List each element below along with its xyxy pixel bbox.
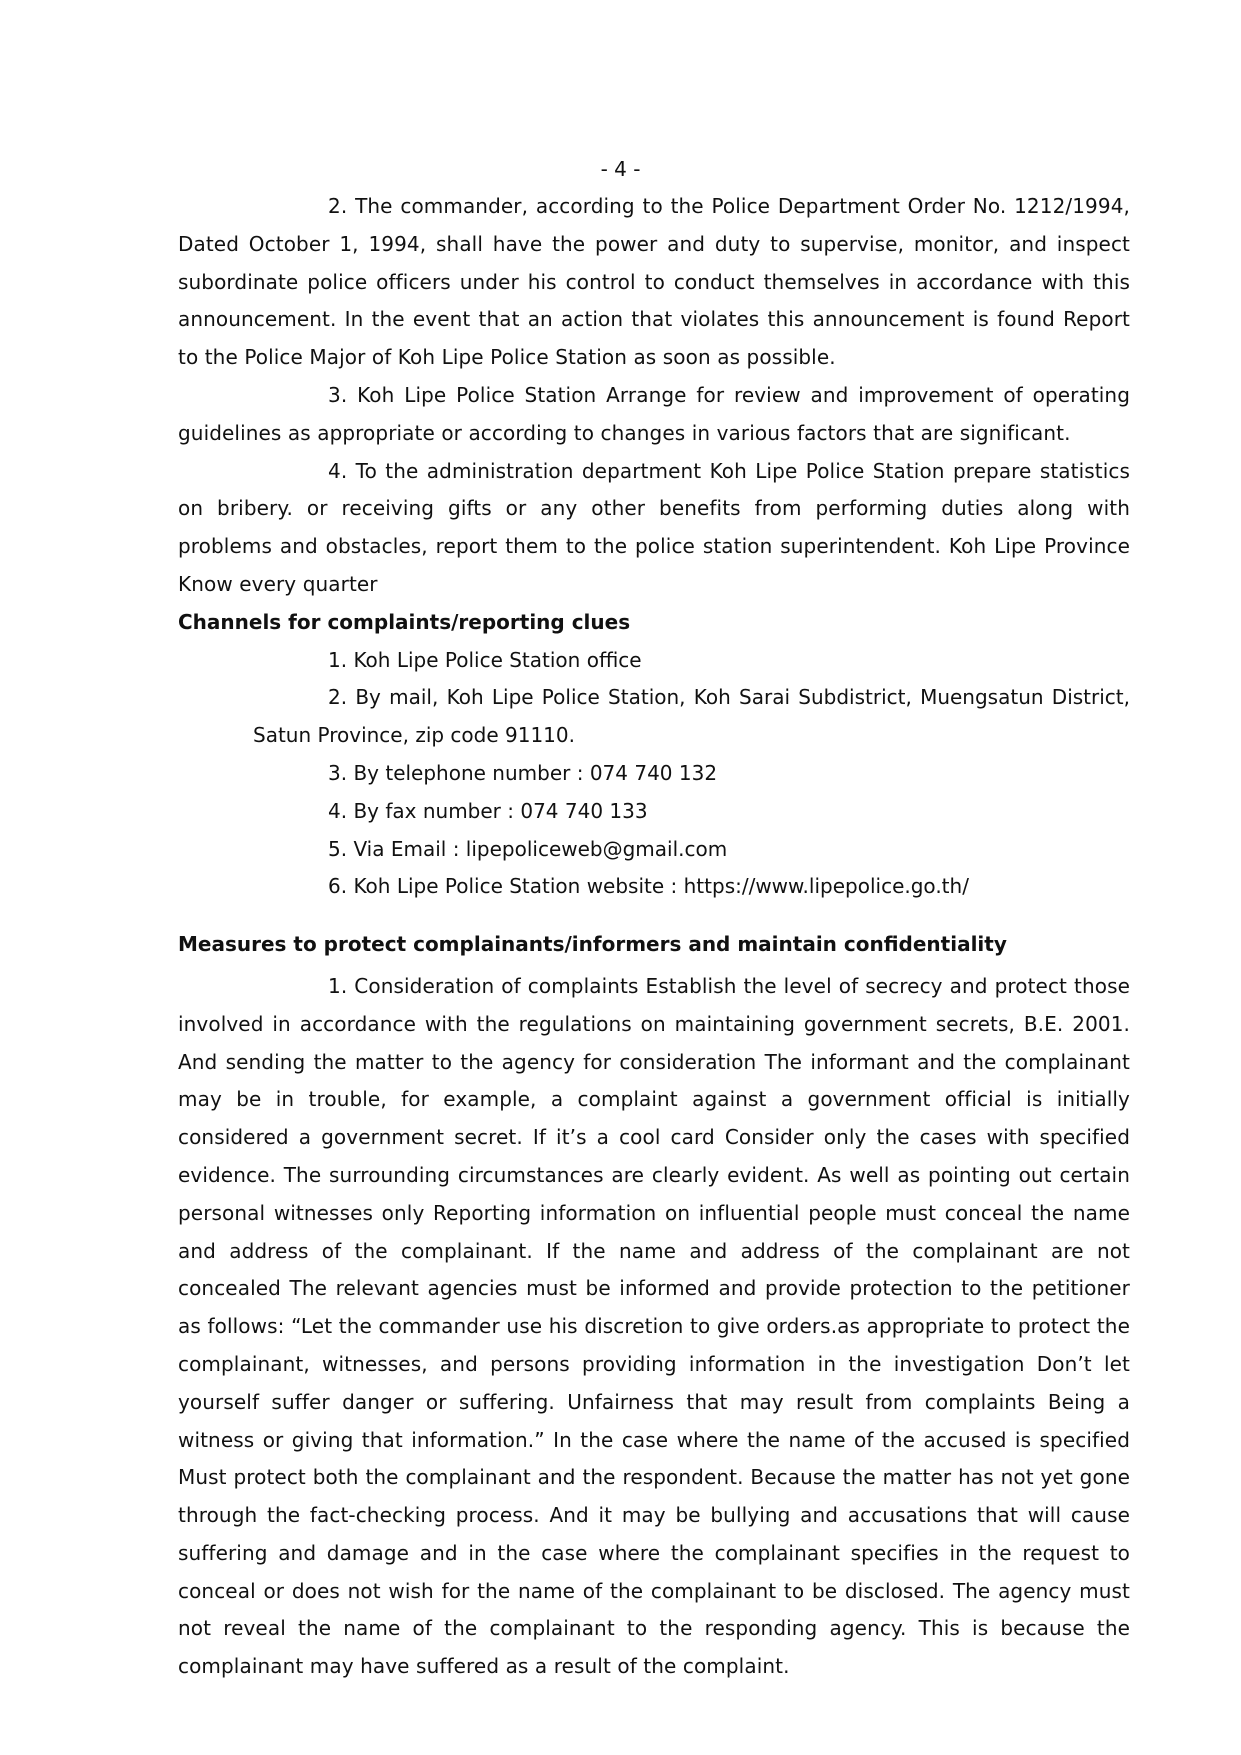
paragraph-review-guidelines: 3. Koh Lipe Police Station Arrange for review and improvement of operating guidelines as appropriate or according to changes in various factors that are significant.: [178, 382, 1130, 445]
channel-item-fax: 4. By fax number : 074 740 133: [328, 798, 648, 823]
channel-item-office: 1. Koh Lipe Police Station office: [328, 647, 642, 672]
channel-item-website: 6. Koh Lipe Police Station website : https://www.lipepolice.go.th/: [328, 874, 969, 899]
paragraph-commander-duty: 2. The commander, according to the Police Department Order No. 1212/1994, Dated October 1, 1994, shall have the power and duty to supervise, monitor, and inspect subordinate police officers under his control to conduct themselves in accordance with this announcement. In the event that an action that violates this announcement is found Report to the Police Major of Koh Lipe Police Station as soon as possible.: [178, 194, 1130, 370]
channel-item-telephone: 3. By telephone number : 074 740 132: [328, 760, 718, 785]
channel-item-mail: 2. By mail, Koh Lipe Police Station, Koh Sarai Subdistrict, Muengsatun District, Satun Province, zip code 91110.: [253, 685, 1130, 748]
paragraph-bribery-statistics: 4. To the administration department Koh Lipe Police Station prepare statistics on bribery. or receiving gifts or any other benefits from performing duties along with problems and obstacles, report them to the police station superintendent. Koh Lipe Province Know every quarter: [178, 458, 1130, 596]
page-number: - 4 -: [600, 157, 641, 181]
channels-heading: Channels for complaints/reporting clues: [178, 609, 631, 634]
channel-item-email: 5. Via Email : lipepoliceweb@gmail.com: [328, 836, 728, 861]
page-content: [178, 188, 1130, 1686]
measures-heading: Measures to protect complainants/informers and maintain confidentiality: [178, 932, 1007, 957]
paragraph-complaint-consideration: 1. Consideration of complaints Establish the level of secrecy and protect those involved in accordance with the regulations on maintaining government secrets, B.E. 2001. And sending the matter to the agency for consideration The informant and the complainant may be in trouble, for example, a complaint against a government official is initially considered a government secret. If it’s a cool card Consider only the cases with specified evidence. The surrounding circumstances are clearly evident. As well as pointing out certain personal witnesses only Reporting information on influential people must conceal the name and address of the complainant. If the name and address of the complainant are not concealed The relevant agencies must be informed and provide protection to the petitioner as follows: “Let the commander use his discretion to give orders.as appropriate to protect the complainant, witnesses, and persons providing information in the investigation Don’t let yourself suffer danger or suffering. Unfairness that may result from complaints Being a witness or giving that information.” In the case where the name of the accused is specified Must protect both the complainant and the respondent. Because the matter has not yet gone through the fact-checking process. And it may be bullying and accusations that will cause suffering and damage and in the case where the complainant specifies in the request to conceal or does not wish for the name of the complainant to be disclosed. The agency must not reveal the name of the complainant to the responding agency. This is because the complainant may have suffered as a result of the complaint.: [178, 973, 1130, 1679]
